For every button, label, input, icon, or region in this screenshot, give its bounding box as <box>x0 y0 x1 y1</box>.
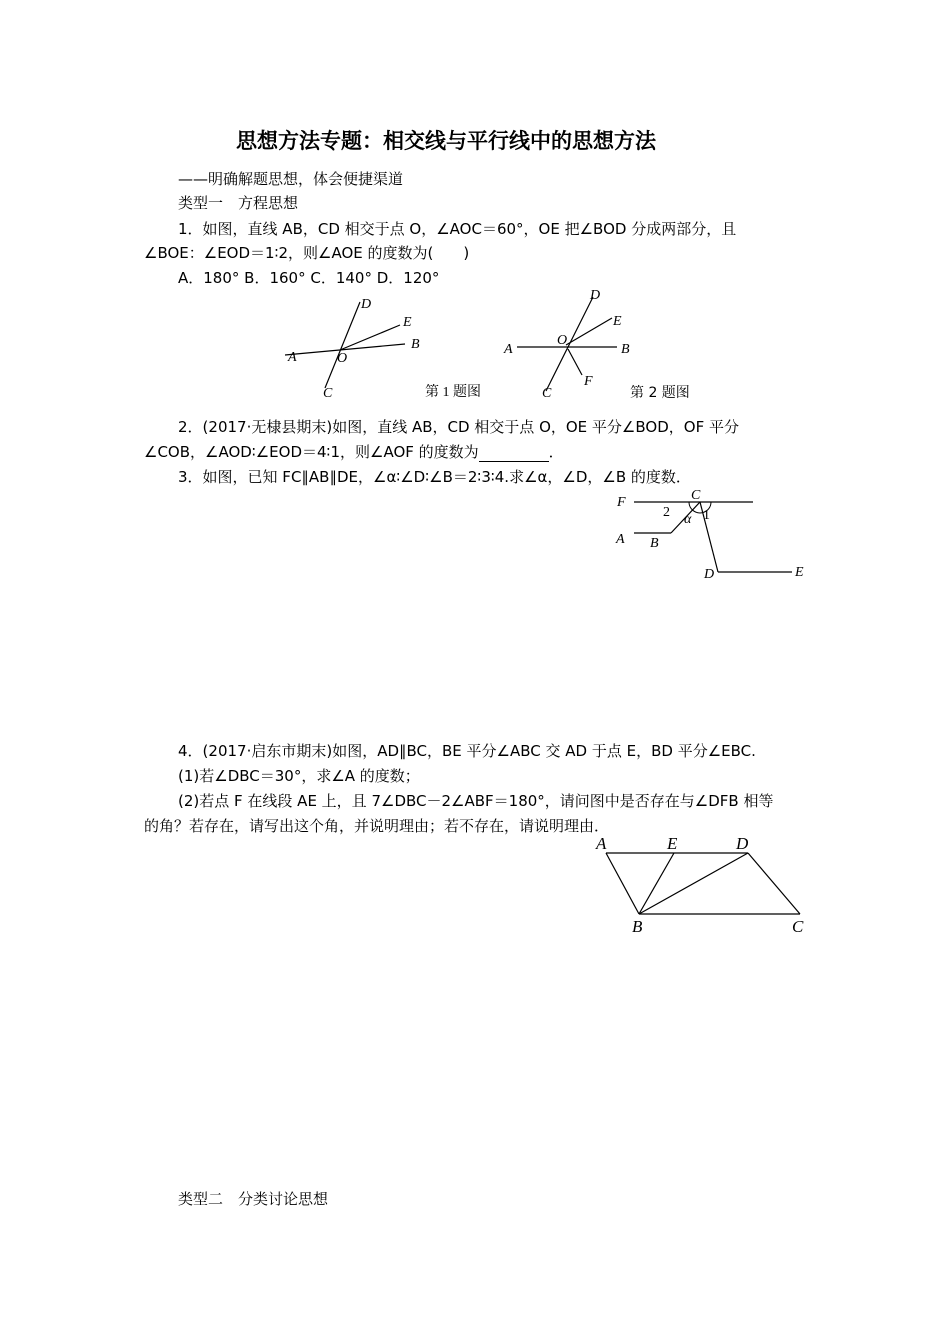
fig1-label-a: A <box>288 350 297 365</box>
fig1-label-b: B <box>411 337 420 352</box>
q2-line1: 2．(2017·无棣县期末)如图，直线 AB，CD 相交于点 O，OE 平分∠BOD，OF 平分 <box>178 418 739 436</box>
figure-2-caption: 第 2 题图 <box>630 385 690 401</box>
fig1-label-o: O <box>337 351 348 366</box>
fig1-label-c: C <box>323 386 333 401</box>
fig2-label-d: D <box>590 288 601 303</box>
page-title: 思想方法专题：相交线与平行线中的思想方法 <box>236 129 656 153</box>
fig2-label-e: E <box>613 314 622 329</box>
section-heading-2: 类型二 分类讨论思想 <box>178 1190 329 1208</box>
fig4-label-e: E <box>667 834 678 853</box>
fig4-label-d: D <box>736 834 749 853</box>
fig2-label-f: F <box>584 374 593 389</box>
fig3-label-f: F <box>617 495 626 510</box>
fig3-label-b: B <box>650 536 659 551</box>
q1-line1: 1．如图，直线 AB，CD 相交于点 O，∠AOC＝60°，OE 把∠BOD 分成两部分，且 <box>178 220 737 238</box>
q4-line2: (1)若∠DBC＝30°，求∠A 的度数； <box>178 767 420 785</box>
fig3-label-1: 1 <box>703 508 710 523</box>
figure-2 <box>500 285 650 405</box>
figure-4 <box>590 830 820 940</box>
fig2-label-c: C <box>542 386 552 401</box>
fig3-label-e: E <box>795 565 804 580</box>
fig2-label-a: A <box>504 342 513 357</box>
fig4-label-b: B <box>632 917 643 936</box>
fig3-label-d: D <box>704 567 715 582</box>
section-heading-1: 类型一 方程思想 <box>178 194 299 212</box>
fig4-label-c: C <box>792 917 804 936</box>
q1-line2: ∠BOE：∠EOD＝1∶2，则∠AOE 的度数为( ) <box>144 244 470 262</box>
fig3-label-a: A <box>616 532 625 547</box>
fig3-label-c: C <box>691 488 701 503</box>
answer-blank <box>479 447 549 462</box>
figure-1-caption: 第 1 题图 <box>425 385 481 400</box>
q3-line1: 3．如图，已知 FC∥AB∥DE，∠α∶∠D∶∠B＝2∶3∶4.求∠α，∠D，∠B 的度数． <box>178 468 691 486</box>
q4-line3: (2)若点 F 在线段 AE 上，且 7∠DBC－2∠ABF＝180°，请问图中是否存在与∠DFB 相等 <box>178 792 774 810</box>
subtitle: ——明确解题思想，体会便捷渠道 <box>178 170 404 188</box>
fig4-label-a: A <box>596 834 607 853</box>
q2-line2: ∠COB，∠AOD∶∠EOD＝4∶1，则∠AOF 的度数为 ． <box>144 443 564 461</box>
fig3-label-alpha: α <box>684 512 692 527</box>
q1-options: A．180° B．160° C．140° D．120° <box>178 269 440 287</box>
q4-line1: 4．(2017·启东市期末)如图，AD∥BC，BE 平分∠ABC 交 AD 于点 E，BD 平分∠EBC. <box>178 742 756 760</box>
fig3-label-2: 2 <box>663 505 670 520</box>
q4-line4: 的角？若存在，请写出这个角，并说明理由；若不存在，请说明理由． <box>144 817 610 835</box>
figure-1 <box>280 292 520 402</box>
fig1-label-e: E <box>403 315 412 330</box>
fig2-label-b: B <box>621 342 630 357</box>
fig2-label-o: O <box>557 333 568 348</box>
fig1-label-d: D <box>361 297 372 312</box>
figure-3 <box>612 485 812 585</box>
